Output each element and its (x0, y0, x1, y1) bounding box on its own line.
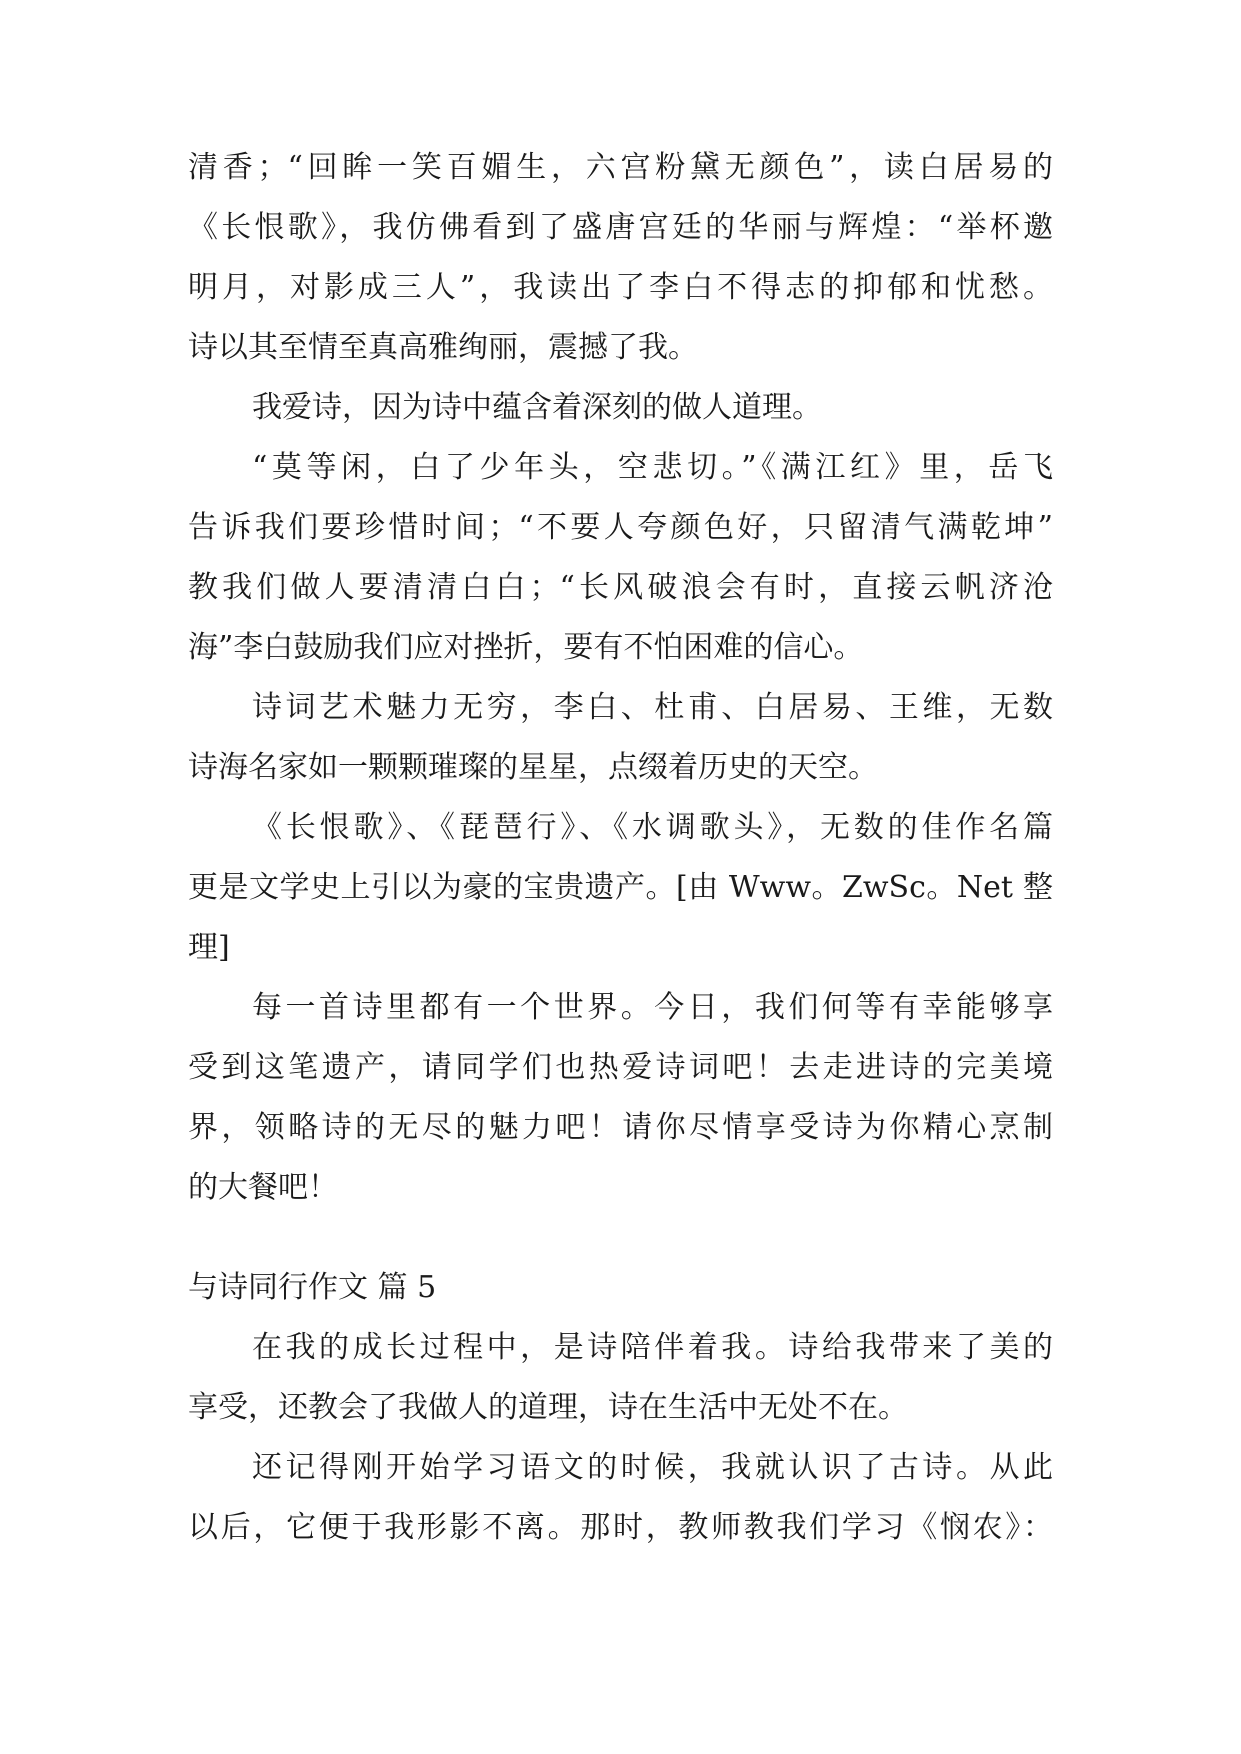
text-line: 还记得刚开始学习语文的时候，我就认识了古诗。从此 (252, 1450, 1053, 1485)
text-line: 界，领略诗的无尽的魅力吧！请你尽情享受诗为你精心烹制 (188, 1110, 1053, 1145)
text-line: 的大餐吧！ (188, 1170, 338, 1205)
text-line: 受到这笔遗产，请同学们也热爱诗词吧！去走进诗的完美境 (188, 1050, 1053, 1085)
text-line: 清香；“回眸一笑百媚生，六宫粉黛无颜色”，读白居易的 (188, 150, 1053, 185)
text-line: 每一首诗里都有一个世界。今日，我们何等有幸能够享 (252, 990, 1053, 1025)
text-line: 以后，它便于我形影不离。那时，教师教我们学习《悯农》： (188, 1510, 1053, 1545)
text-line: 更是文学史上引以为豪的宝贵遗产。[由 Www。ZwSc。Net 整 (188, 870, 1053, 905)
text-line: 诗词艺术魅力无穷，李白、杜甫、白居易、王维，无数 (252, 690, 1053, 725)
text-line: 《长恨歌》，我仿佛看到了盛唐宫廷的华丽与辉煌：“举杯邀 (188, 210, 1053, 245)
text-line: 理] (188, 930, 230, 965)
section-heading: 与诗同行作文 篇 5 (188, 1270, 437, 1305)
text-line: “莫等闲，白了少年头，空悲切。”《满江红》里，岳飞 (252, 450, 1053, 485)
text-line: 诗海名家如一颗颗璀璨的星星，点缀着历史的天空。 (188, 750, 878, 785)
text-line: 在我的成长过程中，是诗陪伴着我。诗给我带来了美的 (252, 1330, 1053, 1365)
text-line: 诗以其至情至真高雅绚丽，震撼了我。 (188, 330, 698, 365)
text-line: 海”李白鼓励我们应对挫折，要有不怕困难的信心。 (188, 630, 864, 665)
text-line: 明月，对影成三人”，我读出了李白不得志的抑郁和忧愁。 (188, 270, 1053, 305)
text-line: 我爱诗，因为诗中蕴含着深刻的做人道理。 (252, 390, 822, 425)
text-line: 告诉我们要珍惜时间；“不要人夸颜色好，只留清气满乾坤” (188, 510, 1053, 545)
text-line: 享受，还教会了我做人的道理，诗在生活中无处不在。 (188, 1390, 908, 1425)
text-line: 教我们做人要清清白白；“长风破浪会有时，直接云帆济沧 (188, 570, 1053, 605)
text-line: 《长恨歌》、《琵琶行》、《水调歌头》，无数的佳作名篇 (252, 810, 1053, 845)
